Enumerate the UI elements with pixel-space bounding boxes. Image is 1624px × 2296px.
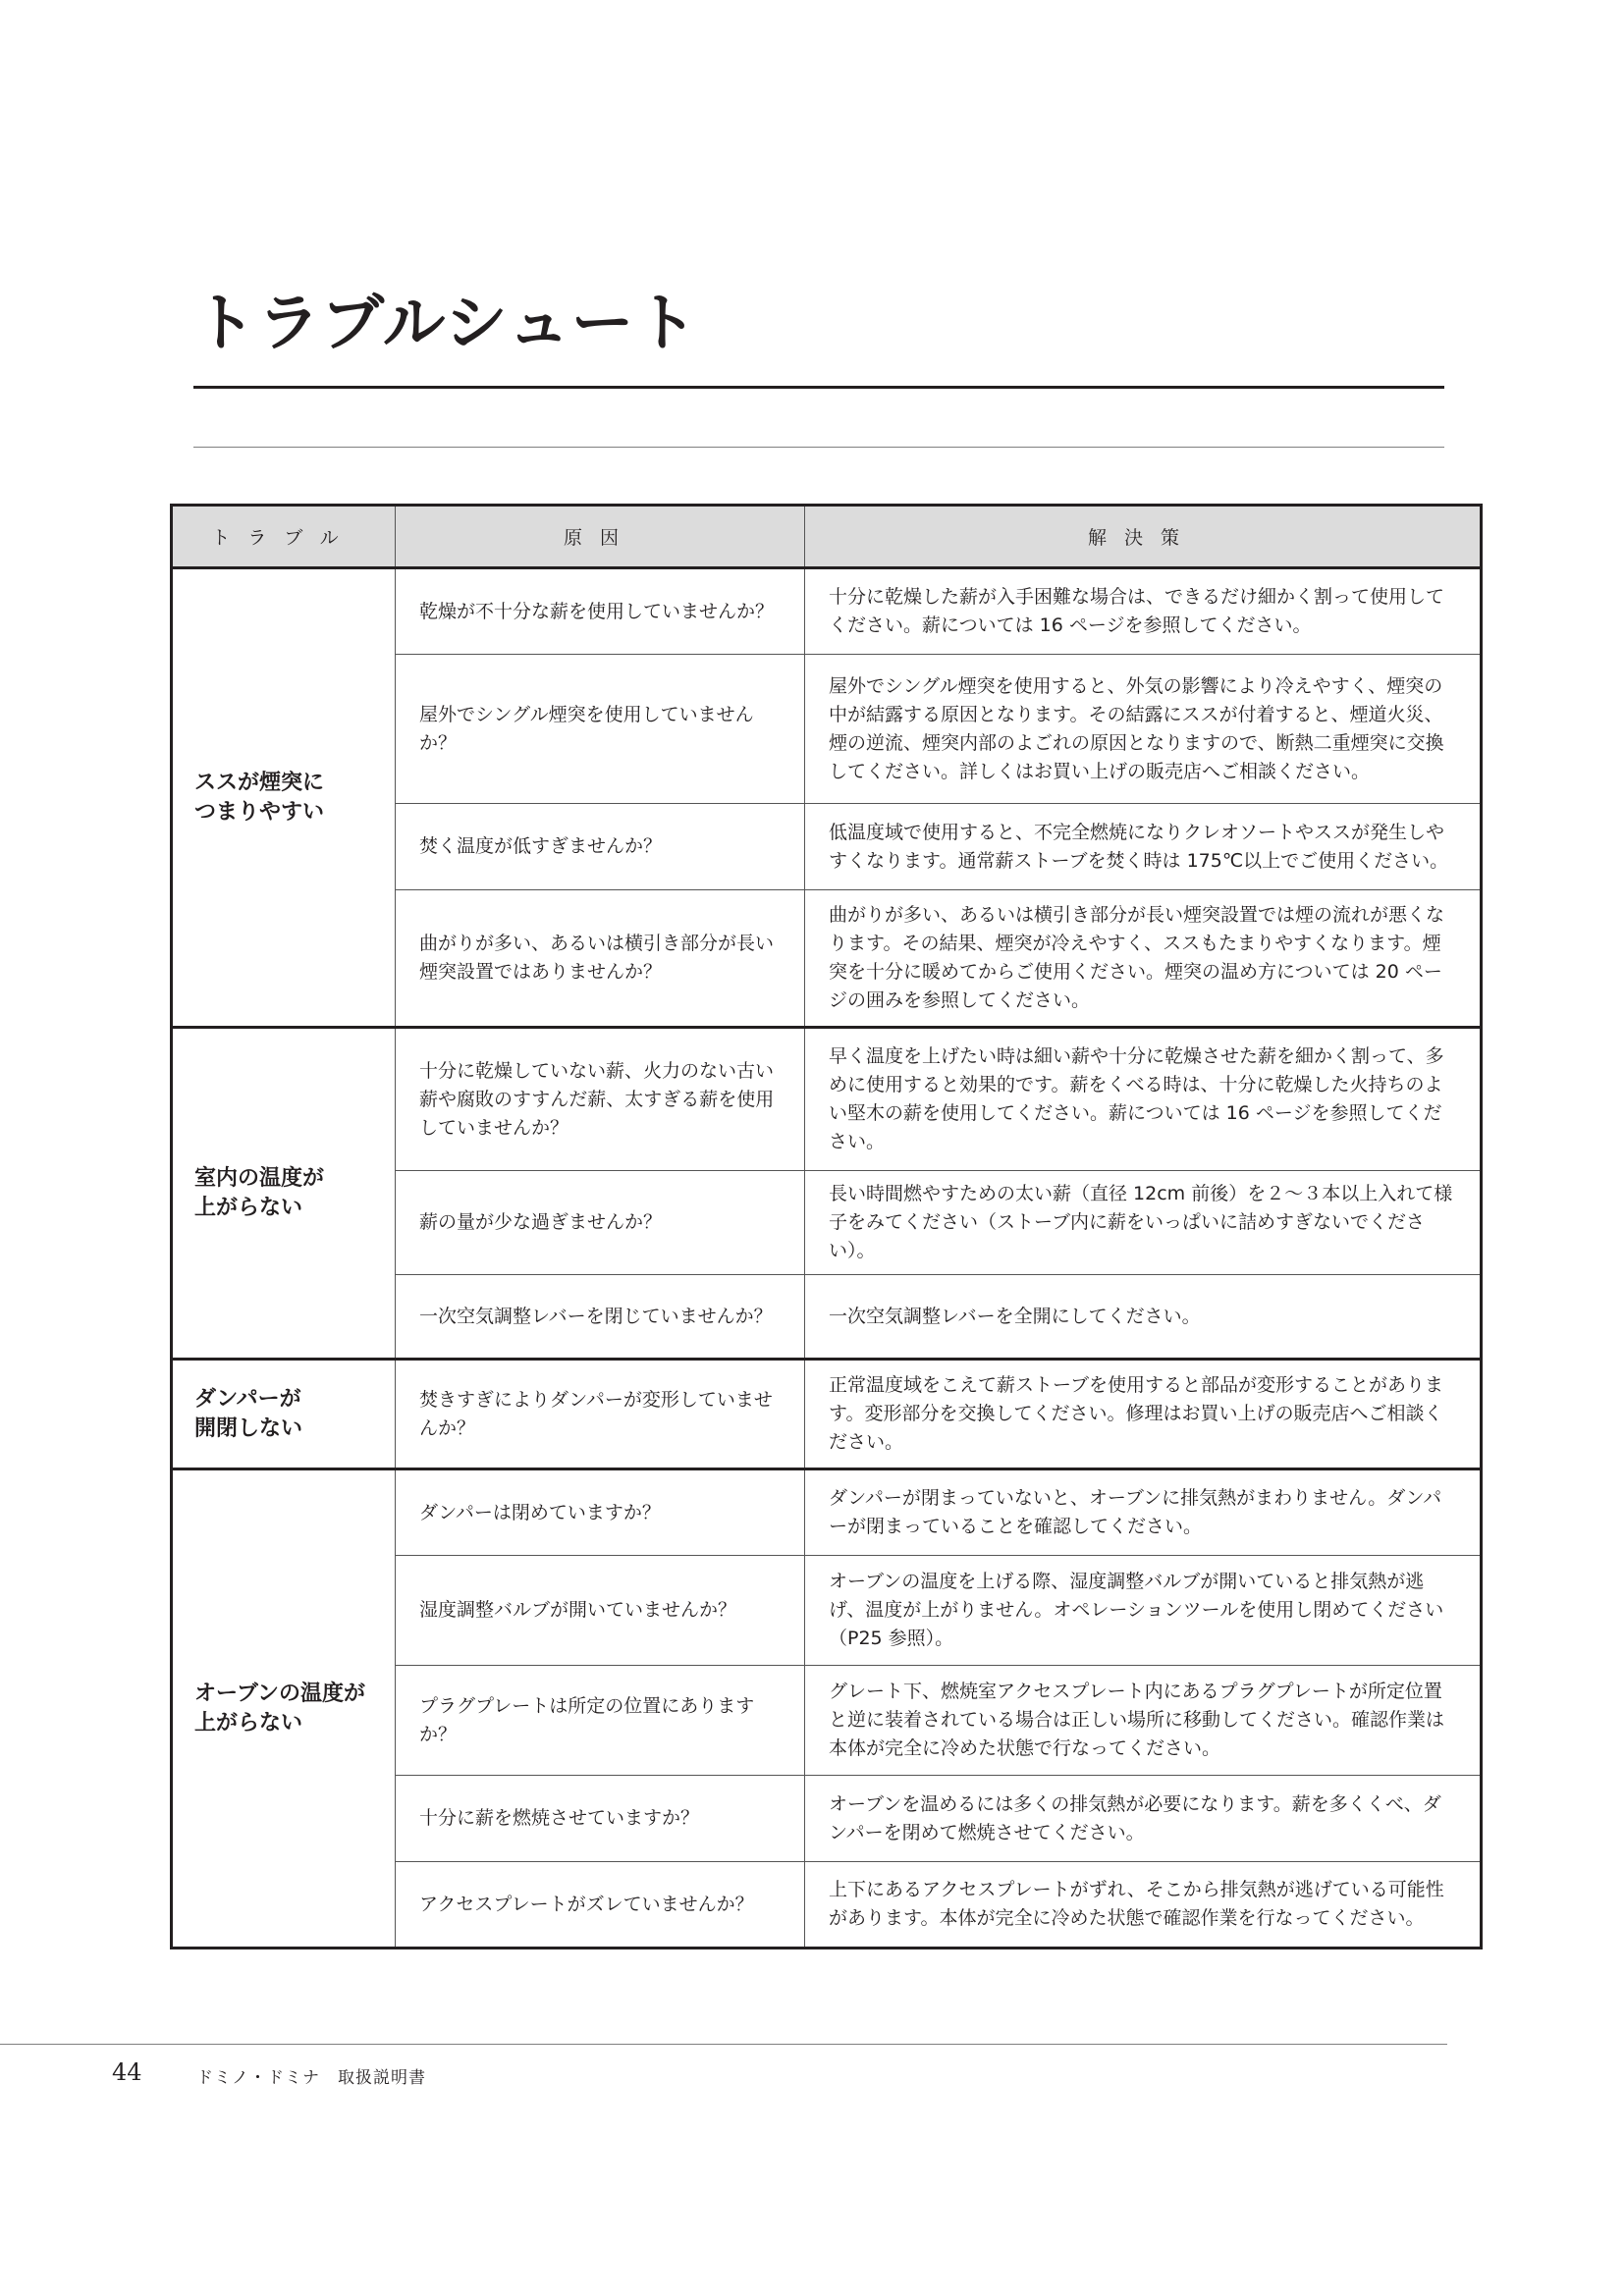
table-row <box>172 1360 1482 1469</box>
header-trouble: トラブル <box>172 506 396 568</box>
troubleshooting-table <box>170 504 1483 1949</box>
solution-cell: グレート下、燃焼室アクセスプレート内にあるプラグプレートが所定位置と逆に装着されている場合は正しい場所に移動してください。確認作業は本体が完全に冷めた状態で行なってください。 <box>805 1666 1482 1776</box>
solution-cell: 長い時間燃やすための太い薪（直径 12cm 前後）を２～３本以上入れて様子をみてください（ストーブ内に薪をいっぱいに詰めすぎないでください）。 <box>805 1171 1482 1275</box>
page-number: 44 <box>112 2058 142 2086</box>
cause-cell: 十分に乾燥していない薪、火力のない古い薪や腐敗のすすんだ薪、太すぎる薪を使用していませんか？ <box>396 1028 805 1171</box>
cause-cell: 屋外でシングル煙突を使用していませんか？ <box>396 655 805 804</box>
solution-cell: オーブンの温度を上げる際、湿度調整バルブが開いていると排気熱が逃げ、温度が上がりません。オペレーションツールを使用し閉めてください（P25 参照）。 <box>805 1556 1482 1666</box>
solution-cell: 正常温度域をこえて薪ストーブを使用すると部品が変形することがあります。変形部分を交換してください。修理はお買い上げの販売店へご相談ください。 <box>805 1360 1482 1469</box>
cause-cell: 一次空気調整レバーを閉じていませんか？ <box>396 1275 805 1360</box>
trouble-cell: オーブンの温度が 上がらない <box>172 1469 396 1949</box>
solution-cell: 屋外でシングル煙突を使用すると、外気の影響により冷えやすく、煙突の中が結露する原因となります。その結露にススが付着すると、煙道火災、煙の逆流、煙突内部のよごれの原因となりますので、断熱二重煙突に交換してください。詳しくはお買い上げの販売店へご相談ください。 <box>805 655 1482 804</box>
table-row <box>172 1028 1482 1171</box>
solution-cell: 低温度域で使用すると、不完全燃焼になりクレオソートやススが発生しやすくなります。通常薪ストーブを焚く時は 175℃以上でご使用ください。 <box>805 804 1482 890</box>
cause-cell: 焚く温度が低すぎませんか？ <box>396 804 805 890</box>
cause-cell: アクセスプレートがズレていませんか？ <box>396 1862 805 1949</box>
solution-cell: オーブンを温めるには多くの排気熱が必要になります。薪を多くくべ、ダンパーを閉めて燃焼させてください。 <box>805 1776 1482 1862</box>
table-row <box>172 568 1482 655</box>
cause-cell: プラグプレートは所定の位置にありますか？ <box>396 1666 805 1776</box>
cause-cell: 湿度調整バルブが開いていませんか？ <box>396 1556 805 1666</box>
solution-cell: ダンパーが閉まっていないと、オーブンに排気熱がまわりません。ダンパーが閉まっていることを確認してください。 <box>805 1469 1482 1556</box>
solution-cell: 一次空気調整レバーを全開にしてください。 <box>805 1275 1482 1360</box>
header-solution: 解決策 <box>805 506 1482 568</box>
trouble-cell: 室内の温度が 上がらない <box>172 1028 396 1360</box>
solution-cell: 早く温度を上げたい時は細い薪や十分に乾燥させた薪を細かく割って、多めに使用すると効果的です。薪をくべる時は、十分に乾燥した火持ちのよい堅木の薪を使用してください。薪については 16 ページを参照してください。 <box>805 1028 1482 1171</box>
cause-cell: 焚きすぎによりダンパーが変形していませんか？ <box>396 1360 805 1469</box>
table-header-row <box>172 506 1482 568</box>
section-divider <box>193 447 1444 448</box>
page-title: トラブルシュート <box>193 287 699 360</box>
footer-divider <box>0 2044 1447 2045</box>
cause-cell: 十分に薪を燃焼させていますか？ <box>396 1776 805 1862</box>
title-underline <box>193 386 1444 389</box>
cause-cell: 乾燥が不十分な薪を使用していませんか？ <box>396 568 805 655</box>
trouble-cell: ススが煙突に つまりやすい <box>172 568 396 1028</box>
document-title: ドミノ・ドミナ 取扱説明書 <box>196 2068 426 2088</box>
cause-cell: 薪の量が少な過ぎませんか？ <box>396 1171 805 1275</box>
table-body <box>172 568 1482 1949</box>
header-cause: 原因 <box>396 506 805 568</box>
cause-cell: 曲がりが多い、あるいは横引き部分が長い煙突設置ではありませんか？ <box>396 890 805 1028</box>
solution-cell: 曲がりが多い、あるいは横引き部分が長い煙突設置では煙の流れが悪くなります。その結果、煙突が冷えやすく、ススもたまりやすくなります。煙突を十分に暖めてからご使用ください。煙突の温め方については 20 ページの囲みを参照してください。 <box>805 890 1482 1028</box>
trouble-cell: ダンパーが 開閉しない <box>172 1360 396 1469</box>
cause-cell: ダンパーは閉めていますか？ <box>396 1469 805 1556</box>
solution-cell: 上下にあるアクセスプレートがずれ、そこから排気熱が逃げている可能性があります。本体が完全に冷めた状態で確認作業を行なってください。 <box>805 1862 1482 1949</box>
table-row <box>172 1469 1482 1556</box>
solution-cell: 十分に乾燥した薪が入手困難な場合は、できるだけ細かく割って使用してください。薪については 16 ページを参照してください。 <box>805 568 1482 655</box>
